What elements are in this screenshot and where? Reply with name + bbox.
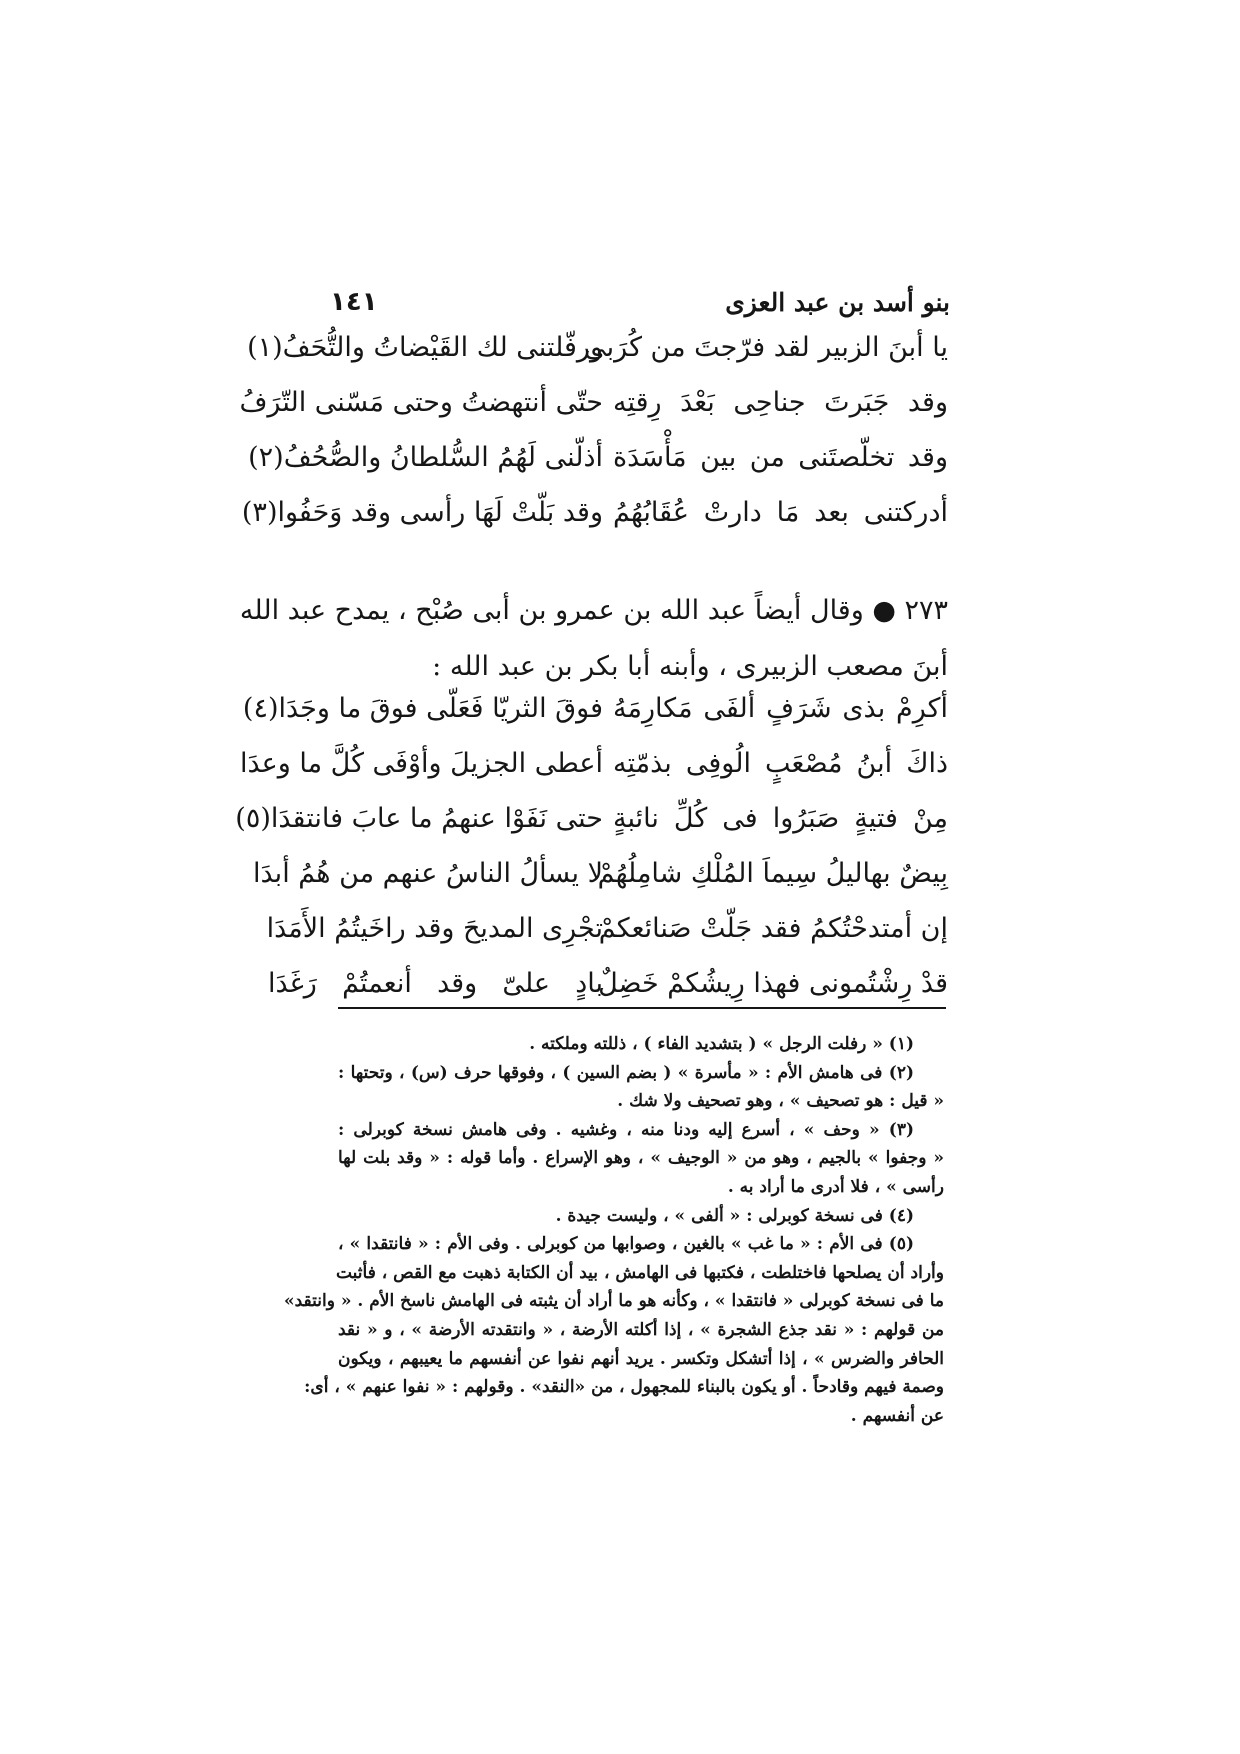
- footnote: [338, 1030, 944, 1059]
- verse-first-hemistich: ذاكَ أبنُ مُصْعَبٍ الُوفِى بذمّتِه: [613, 748, 948, 779]
- verse: [242, 681, 948, 736]
- entry-paragraph: [239, 583, 948, 695]
- verse-first-hemistich: يا أبنَ الزبير لقد فرّجتَ من كُرَبى: [584, 332, 948, 363]
- footnote: [338, 1116, 944, 1202]
- footnote-line: الحافر والضرس » ، إذا أتشكل وتكسر . يريد أنهم نفوا عن أنفسهم ما يعيبهم ، ويكون: [338, 1348, 944, 1369]
- running-title: بنو أسد بن عبد العزى: [725, 287, 950, 317]
- page-number: ١٤١: [330, 287, 378, 317]
- footnotes: [283, 1030, 944, 1430]
- verse-second-hemistich: وقد بَلّتْ لَهَا رأسى وقد وَحَفُوا(٣): [241, 497, 603, 528]
- verse-first-hemistich: وقد تخلّصتَنى من بين مَأْسَدَة: [613, 442, 948, 473]
- verse-second-hemistich: تجْرِى المديحَ وقد راخَيتُمُ الأَمَدَا: [266, 913, 603, 944]
- verse: [240, 736, 948, 791]
- verse: [268, 956, 948, 1011]
- verse: [253, 846, 948, 901]
- footnote-line: (٢) فى هامش الأم : « مأسرة » ( بضم السين ) ، وفوقها حرف (س) ، وتحتها :: [338, 1062, 914, 1083]
- verse: [239, 375, 948, 430]
- footnote-line: عن أنفسهم .: [850, 1405, 944, 1426]
- footnote-line: من قولهم : « نقد جذع الشجرة » ، إذا أكلته الأرضة ، « وانتقدته الأرضة » ، و « نقد: [338, 1319, 944, 1340]
- footnote: [338, 1202, 944, 1231]
- verse-first-hemistich: وقد جَبَرتَ جناحِى بَعْدَ رِقتِه: [613, 387, 948, 418]
- footnote-line: (٤) فى نسخة كوبرلى : « ألفى » ، وليست جيدة .: [555, 1205, 914, 1226]
- verse-second-hemistich: أذلّنى لَهُمُ السُّلطانُ والصُّحُفُ(٢): [248, 442, 603, 473]
- verse-first-hemistich: أكرِمْ بذى شَرَفٍ ألفَى مَكارِمَهُ: [613, 693, 948, 724]
- verse-second-hemistich: بادٍ علىّ وقد أنعمتُمْ رَغَدَا: [268, 968, 603, 999]
- verse-first-hemistich: بِيضٌ بهاليلُ سِيماَ المُلْكِ شامِلُهُمْ: [597, 858, 948, 889]
- page-header: [330, 282, 950, 322]
- verse: [268, 901, 948, 956]
- footnote-line: وأراد أن يصلحها فاختلطت ، فكتبها فى الهامش ، بيد أن الكتابة ذهبت مع القص ، فأثبت: [335, 1262, 944, 1283]
- footnote-line: « وجفوا » بالجيم ، وهو من « الوجيف » ، وهو الإسراع . وأما قوله : « وقد بلت لها: [338, 1148, 944, 1169]
- verse-first-hemistich: قدْ رِشْتُمونى فهذا رِيشُكمْ خَضِلٌ: [598, 968, 948, 999]
- verse: [235, 791, 948, 846]
- verse: [247, 320, 948, 375]
- verse: [248, 430, 948, 485]
- poem-block-1: [239, 320, 948, 540]
- footnote-line: (٥) فى الأم : « ما غب » بالغين ، وصوابها من كوبرلى . وفى الأم : « فانتقدا » ،: [338, 1234, 914, 1255]
- footnote: [283, 1230, 944, 1430]
- footnote-line: (٣) « وحف » ، أسرع إليه ودنا منه ، وغشيه . وفى هامش نسخة كوبرلى :: [338, 1119, 914, 1140]
- footnote-line: (١) « رفلت الرجل » ( بتشديد الفاء ) ، ذللته وملكته .: [529, 1034, 914, 1054]
- verse-second-hemistich: ورفّلتنى لك القَيْضاتُ والتُّحَفُ(١): [247, 332, 603, 363]
- footnote-line: « قيل : هو تصحيف » ، وهو تصحيف ولا شك .: [617, 1091, 944, 1112]
- verse: [241, 485, 948, 540]
- verse-first-hemistich: مِنْ فتيةٍ صَبَرُوا فى كُلِّ نائبةٍ: [613, 803, 948, 834]
- verse-second-hemistich: حتى نَفَوْا عنهمُ ما عابَ فانتقدَا(٥): [235, 803, 603, 834]
- verse-second-hemistich: فوقَ الثريّا فَعَلّى فوقَ ما وجَدَا(٤): [242, 693, 603, 724]
- poem-block-2: [235, 681, 948, 1011]
- verse-second-hemistich: لا يسألُ الناسُ عنهم من هُمُ أبدَا: [253, 858, 603, 889]
- footnote-line: رأسى » ، فلا أدرى ما أراد به .: [727, 1176, 944, 1197]
- verse-second-hemistich: حتّى أنتهضتُ وحتى مَسّنى التّرَفُ: [239, 387, 603, 418]
- verse-second-hemistich: أعطى الجزيلَ وأوْفَى كُلَّ ما وعدَا: [240, 748, 603, 779]
- verse-first-hemistich: أدركتنى بعد مَا دارتْ عُقَابُهُمُ: [613, 497, 948, 528]
- footnote-line: وصمة فيهم وقادحاً . أو يكون بالبناء للمجهول ، من «النقد» . وقولهم : « نفوا عنهم » ، أى:: [304, 1377, 944, 1398]
- footnote-divider: [338, 1007, 946, 1009]
- entry-line: أبنَ مصعب الزبيرى ، وأبنه أبا بكر بن عبد الله :: [432, 651, 948, 682]
- footnote: [338, 1059, 944, 1116]
- footnote-line: ما فى نسخة كوبرلى « فانتقدا » ، وكأنه هو ما أراد أن يثبته فى الهامش ناسخ الأم . « وانتقد»: [283, 1291, 944, 1312]
- entry-line: ٢٧٣ ● وقال أيضاً عبد الله بن عمرو بن أبى صُبْح ، يمدح عبد الله: [239, 595, 948, 626]
- verse-first-hemistich: إن أمتدحْتُكمُ فقد جَلّتْ صَنائعكمْ: [598, 913, 948, 944]
